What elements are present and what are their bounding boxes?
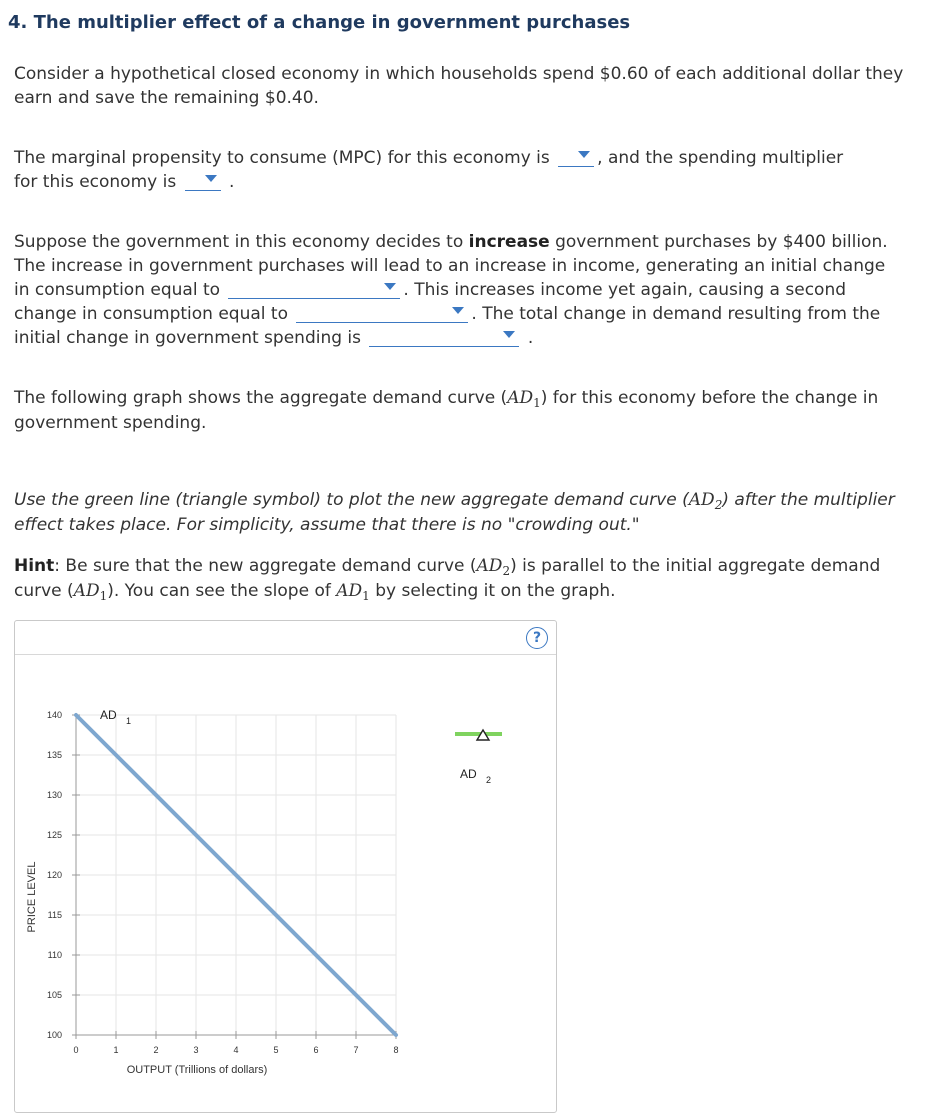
x-tick-label: 8: [393, 1045, 399, 1055]
chevron-down-icon: [578, 151, 590, 158]
hint-text-1: : Be sure that the new aggregate demand curve (: [54, 556, 477, 576]
question-title: 4. The multiplier effect of a change in government purchases: [8, 12, 631, 33]
chevron-down-icon: [503, 331, 515, 338]
ad1-curve-subscript: 1: [126, 716, 132, 726]
ad1-symbol: AD: [507, 388, 534, 408]
y-tick-label: 125: [46, 830, 62, 840]
hint-ad2-subscript: 2: [502, 564, 511, 578]
multiplier-dropdown[interactable]: [185, 170, 221, 191]
hint-ad1-subscript: 1: [99, 589, 108, 603]
hint-text-2: ) is parallel to the initial aggregate demand curve (: [14, 556, 881, 601]
y-tick-label: 100: [46, 1030, 62, 1040]
x-tick-label: 6: [313, 1045, 319, 1055]
mpc-text-end: .: [229, 172, 235, 192]
instruction-paragraph: [14, 488, 914, 537]
ad2-subscript: 2: [714, 498, 723, 512]
mpc-text-3: for this economy is: [14, 172, 177, 192]
gov-text-end: .: [527, 328, 534, 348]
hint-text-4: by selecting it on the graph.: [369, 581, 616, 601]
ad2-legend-tool[interactable]: [455, 730, 502, 785]
chevron-down-icon: [205, 175, 217, 182]
x-tick-label: 1: [113, 1045, 119, 1055]
hint-ad1b-subscript: 1: [362, 589, 370, 603]
mpc-text-2: , and the spending multiplier: [597, 148, 844, 168]
graph-intro-text-1: The following graph shows the aggregate demand curve (: [14, 388, 508, 408]
hint-paragraph: [14, 554, 914, 604]
x-tick-label: 5: [273, 1045, 279, 1055]
ad1-subscript: 1: [533, 396, 541, 410]
mpc-paragraph: [14, 146, 914, 194]
chevron-down-icon: [384, 283, 396, 290]
gov-text-3: . This increases income yet again, causing a second change in consumption equal to: [14, 280, 847, 324]
second-consumption-dropdown[interactable]: [296, 302, 468, 323]
hint-ad1b-symbol: AD: [336, 581, 363, 601]
graph-intro-text-2: ) for this economy before the change in government spending.: [14, 388, 879, 433]
y-tick-label: 135: [46, 750, 62, 760]
mpc-dropdown[interactable]: [558, 146, 594, 167]
gov-bold-increase: increase: [468, 232, 550, 252]
intro-paragraph: [14, 62, 914, 110]
hint-text-3: ). You can see the slope of: [107, 581, 337, 601]
instruction-text-1: Use the green line (triangle symbol) to plot the new aggregate demand curve (: [14, 490, 689, 510]
x-tick-label: 3: [193, 1045, 199, 1055]
hint-label: Hint: [14, 556, 55, 576]
y-tick-label: 105: [46, 990, 62, 1000]
y-tick-label: 130: [46, 790, 62, 800]
ad-chart[interactable]: [15, 621, 556, 1112]
x-tick-label: 2: [153, 1045, 159, 1055]
y-tick-label: 120: [46, 870, 62, 880]
y-tick-label: 110: [47, 950, 62, 960]
x-tick-label: 0: [73, 1045, 79, 1055]
ad2-legend-subscript: 2: [486, 775, 492, 785]
ad2-symbol: AD: [688, 490, 715, 510]
y-tick-label: 115: [47, 910, 62, 920]
mpc-text-1: The marginal propensity to consume (MPC) for this economy is: [14, 148, 550, 168]
gov-text-4: . The total change in demand resulting from the initial change in government spending is: [14, 304, 881, 348]
ad2-legend-label: AD: [460, 767, 477, 781]
hint-ad2-symbol: AD: [476, 556, 503, 576]
chevron-down-icon: [452, 307, 464, 314]
hint-ad1-symbol: AD: [73, 581, 100, 601]
y-tick-label: 140: [46, 710, 62, 720]
y-axis-label: PRICE LEVEL: [26, 861, 38, 933]
instruction-text-2: ) after the multiplier effect takes place. For simplicity, assume that there is no "crowding out.": [14, 490, 895, 535]
intro-text: Consider a hypothetical closed economy in which households spend $0.60 of each additional dollar they earn and save the remaining $0.40.: [14, 64, 904, 108]
x-tick-label: 4: [233, 1045, 239, 1055]
ad1-curve-label: AD: [100, 708, 117, 722]
total-change-dropdown[interactable]: [369, 326, 519, 347]
graph-panel: [14, 620, 557, 1113]
x-axis-label: OUTPUT (Trillions of dollars): [126, 1064, 268, 1076]
gov-text-2: government purchases by $400 billion. The increase in government purchases will lead to an increase in income, generating an initial change in consumption equal to: [14, 232, 888, 300]
gov-text-1: Suppose the government in this economy decides to: [14, 232, 469, 252]
help-icon[interactable]: ?: [526, 627, 548, 649]
initial-consumption-dropdown[interactable]: [228, 278, 400, 299]
graph-intro-paragraph: [14, 386, 914, 435]
government-paragraph: [14, 230, 894, 350]
x-tick-label: 7: [353, 1045, 359, 1055]
